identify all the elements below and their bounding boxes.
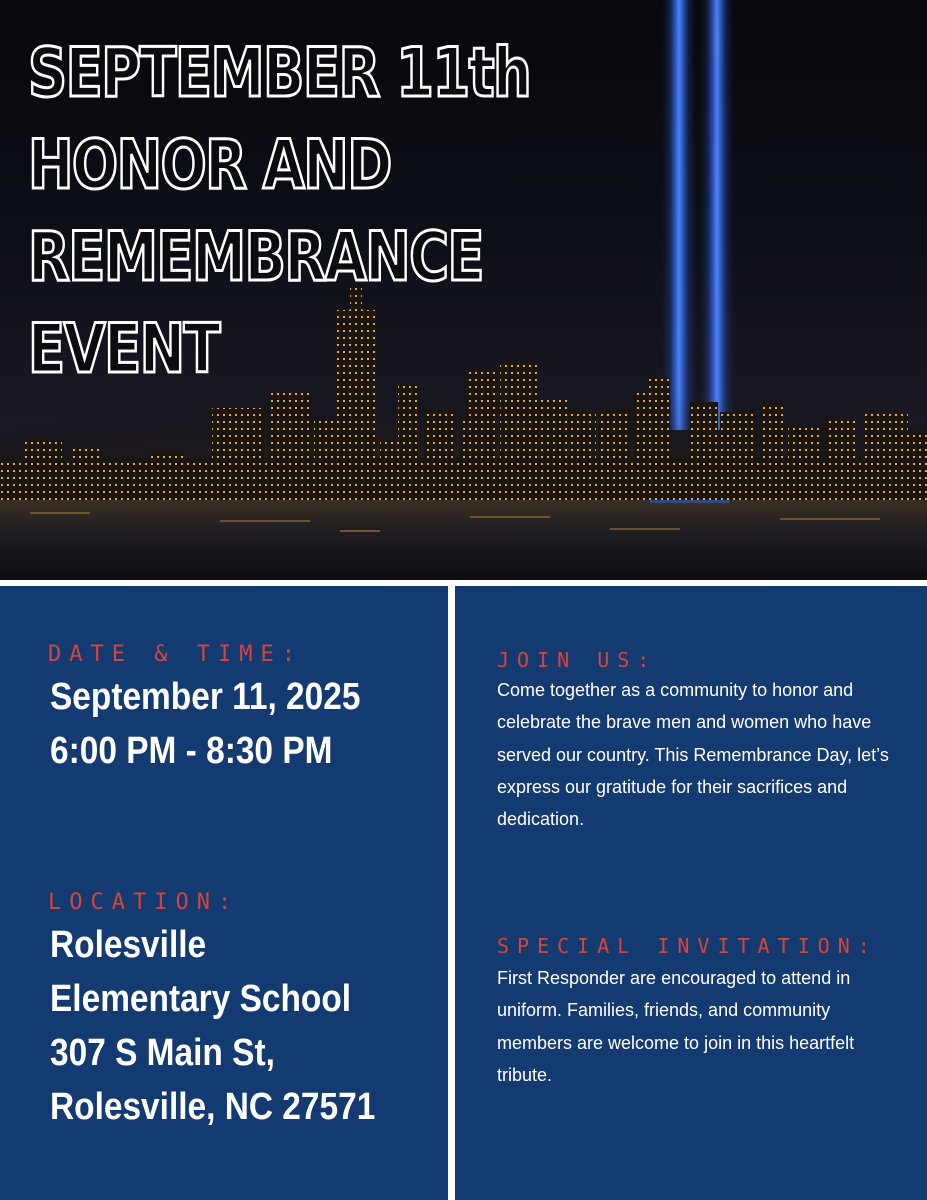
date-time-value bbox=[50, 670, 360, 778]
date-time-label: DATE & TIME: bbox=[48, 642, 303, 667]
event-date: September 11, 2025 bbox=[50, 676, 361, 718]
event-title-line: SEPTEMBER 11th bbox=[28, 34, 531, 113]
event-title bbox=[28, 28, 530, 396]
event-title-line: EVENT bbox=[28, 310, 220, 389]
event-title-line: HONOR AND bbox=[28, 126, 391, 205]
location-line: Rolesville, NC 27571 bbox=[50, 1086, 376, 1128]
special-invitation-text: First Responder are encouraged to attend in uniform. Families, friends, and community members are welcome to join in this heartfelt tribute. bbox=[497, 968, 855, 1085]
hero-image bbox=[0, 0, 927, 580]
location-line: Rolesville bbox=[50, 924, 207, 966]
info-panel bbox=[455, 586, 927, 1200]
location-line: Elementary School bbox=[50, 978, 352, 1020]
event-time: 6:00 PM - 8:30 PM bbox=[50, 730, 333, 772]
vertical-divider bbox=[448, 586, 455, 1200]
location-label: LOCATION: bbox=[48, 890, 240, 915]
join-us-label: JOIN US: bbox=[497, 648, 658, 672]
details-panel bbox=[0, 586, 448, 1200]
location-value bbox=[50, 918, 375, 1134]
location-line: 307 S Main St, bbox=[50, 1032, 275, 1074]
join-us-text: Come together as a community to honor and celebrate the brave men and women who have served our country. This Remembrance Day, let’s express our gratitude for their sacrifices and dedication. bbox=[497, 680, 889, 830]
event-title-line: REMEMBRANCE bbox=[28, 218, 483, 297]
special-invitation-label: SPECIAL INVITATION: bbox=[497, 934, 878, 958]
